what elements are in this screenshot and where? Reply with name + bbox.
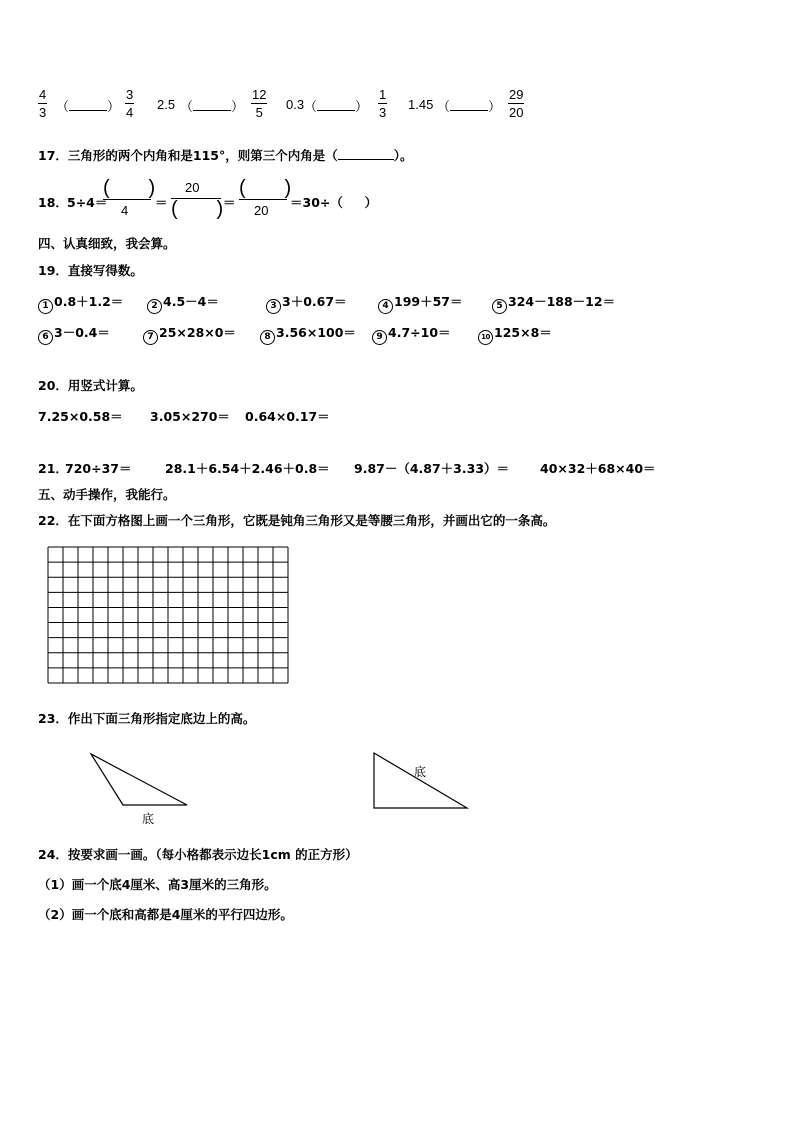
question-24: 24．按要求画一画。（每小格都表示边长1cm 的正方形） [38,847,358,862]
oral-calc-item: 10 125×8＝ [478,323,552,345]
question-24-sub-1: （1）画一个底4厘米、高3厘米的三角形。 [38,877,277,892]
oral-calc-item: 5 324－188－12＝ [492,292,615,314]
oral-calc-item: 7 25×28×0＝ [143,323,236,345]
fraction: 1 3 [379,87,387,120]
question-17: 17．三角形的两个内角和是115°，则第三个内角是（ ）。 [38,148,413,163]
oral-calc-item: 6 3－0.4＝ [38,323,110,345]
decimal-number: 1.45 [408,97,434,112]
question-20-title: 20．用竖式计算。 [38,378,143,393]
fraction-blank-numerator[interactable]: ( ) [103,177,156,199]
fraction: 12 5 [252,87,267,120]
calc-item: 9.87－（4.87＋3.33）＝ [354,461,510,476]
answer-blank[interactable] [338,147,394,160]
question-22: 22．在下面方格图上画一个三角形，它既是钝角三角形又是等腰三角形，并画出它的一条高。 [38,513,556,528]
obtuse-triangle [85,748,195,813]
question-23: 23．作出下面三角形指定底边上的高。 [38,711,256,726]
answer-blank[interactable]: （ ） [437,99,502,114]
decimal-number: 0.3 [286,97,305,112]
oral-calc-item: 8 3.56×100＝ [260,323,356,345]
oral-calc-item: 3 3＋0.67＝ [266,292,347,314]
fraction: 3 4 [126,87,134,120]
fraction-blank-numerator[interactable]: ( ) [239,177,292,199]
calc-item: 28.1＋6.54＋2.46＋0.8＝ [165,461,330,476]
calc-item: 40×32＋68×40＝ [540,461,656,476]
fraction: 29 20 [509,87,524,120]
section-5-title: 五、动手操作，我能行。 [38,487,176,502]
answer-blank[interactable]: （ ） [304,99,369,114]
right-triangle [368,748,472,813]
oral-calc-item: 9 4.7÷10＝ [372,323,451,345]
square-grid[interactable] [46,545,290,685]
vertical-calc-item: 3.05×270＝ [150,409,230,424]
oral-calc-item: 2 4.5－4＝ [147,292,219,314]
base-label: 底 [142,812,155,826]
answer-blank[interactable]: （ ） [56,99,121,114]
oral-calc-item: 1 0.8＋1.2＝ [38,292,123,314]
division-tail: ＝30÷（ ） [290,195,378,210]
fraction: 4 3 [39,87,47,120]
vertical-calc-item: 7.25×0.58＝ [38,409,123,424]
question-24-sub-2: （2）画一个底和高都是4厘米的平行四边形。 [38,907,293,922]
base-label: 底 [414,765,427,779]
answer-blank[interactable]: （ ） [180,99,245,114]
fraction-blank-denominator[interactable]: ( ) [171,198,224,220]
section-4-title: 四、认真细致，我会算。 [38,236,176,251]
oral-calc-item: 4 199＋57＝ [378,292,463,314]
question-21-number: 21． [38,461,68,476]
question-19-title: 19．直接写得数。 [38,263,143,278]
decimal-number: 2.5 [157,97,176,112]
calc-item: 720÷37＝ [65,461,132,476]
vertical-calc-item: 0.64×0.17＝ [245,409,330,424]
